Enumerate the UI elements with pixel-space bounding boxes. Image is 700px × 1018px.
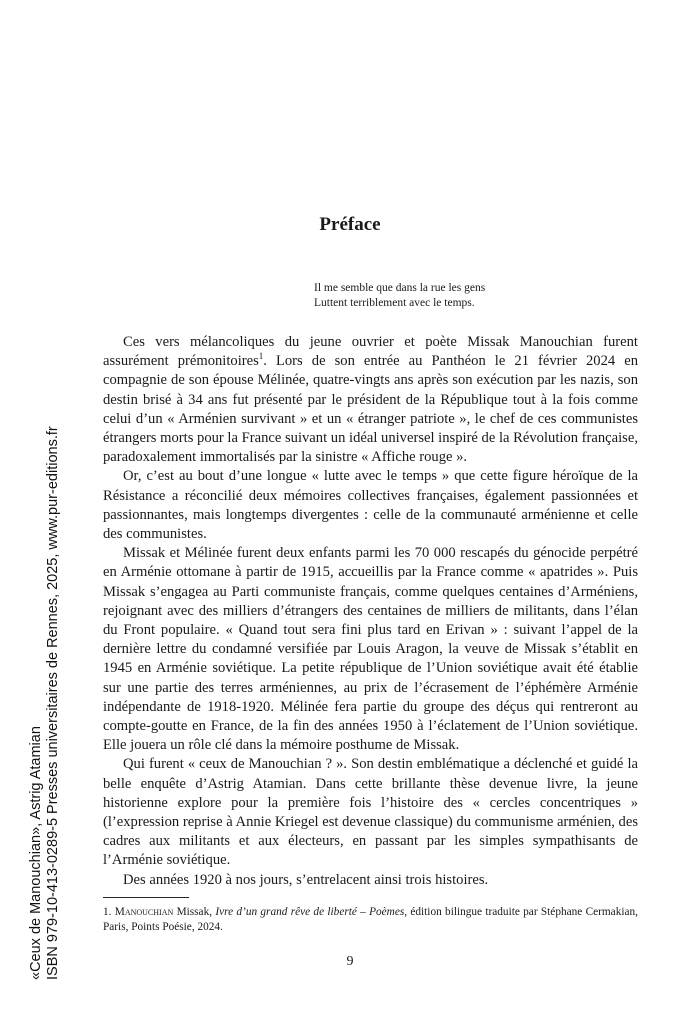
page-number: 9 — [346, 954, 354, 969]
side-note-line-2: ISBN 979-10-413-0289-5 Presses universitaires de Rennes, 2025, www.pur-editions.fr — [45, 426, 61, 980]
footnote — [103, 905, 638, 935]
paragraph-5: Des années 1920 à nos jours, s’entrelacent ainsi trois histoires. — [123, 871, 489, 888]
epigraph-line-2: Luttent terriblement avec le temps. — [314, 297, 475, 309]
epigraph-line-1: Il me semble que dans la rue les gens — [314, 282, 486, 294]
paragraph-2: Or, c’est au bout d’une longue « lutte avec le temps » que cette figure héroïque de la Résistance a réconcilié deux mémoires collectives françaises, également passionnées et passionnantes, mais longtemps divergentes : celle de la communauté arménienne et celle des communistes. — [103, 468, 638, 543]
page-title: Préface — [319, 214, 381, 235]
footnote-book-title: Ivre d’un grand rêve de liberté – Poèmes — [215, 906, 405, 918]
paragraph-4: Qui furent « ceux de Manouchian ? ». Son destin emblématique a déclenché et guidé la belle enquête d’Astrig Atamian. Dans cette brillante thèse devenue livre, la jeune historienne explore pour la première fois l’histoire des « cercles concentriques » (l’expression reprise à Annie Kriegel est devenue classique) du communisme arménien, des cadres aux militants et aux électeurs, en passant par les simples sympathisants de l’Arménie soviétique. — [103, 756, 638, 869]
body-text — [103, 333, 638, 890]
paragraph-1-text-b: . Lors de son entrée au Panthéon le 21 février 2024 en compagnie de son épouse Mélinée, quatre-vingts ans après son exécution par les nazis, son destin brisé à 34 ans fut présenté par le président de la République tout à la fois comme celui d’un « Arménien survivant » et un « étranger patriote », le chef de ces communistes étrangers morts pour la France suivant un idéal universel inspiré de la Révolution française, paradoxalement immortalisés par la sinistre « Affiche rouge ». — [103, 353, 638, 466]
footnote-divider — [103, 897, 189, 898]
paragraph-1-text-a: Ces vers mélancoliques du jeune ouvrier et poète Missak Manouchian furent assurément prémonitoires — [103, 334, 638, 370]
footnote-author: Manouchian — [114, 906, 174, 918]
epigraph — [314, 281, 485, 311]
footnote-number: 1. — [103, 906, 112, 918]
footnote-author-first: Missak, — [173, 906, 216, 918]
side-copyright-note — [28, 160, 62, 980]
side-note-line-1: «Ceux de Manouchian», Astrig Atamian — [28, 726, 44, 980]
paragraph-3: Missak et Mélinée furent deux enfants parmi les 70 000 rescapés du génocide perpétré en Arménie ottomane à partir de 1915, accueillis par la France comme « apatrides ». Puis Missak s’engagea au Parti communiste français, comme quelques centaines d’Arméniens, rejoignant avec des milliers d’étrangers des centaines de milliers de militants, dans l’élan du Front populaire. « Quand tout sera fini plus tard en Erivan » : suivant l’appel de la dernière lettre du condamné versifiée par Louis Aragon, la veuve de Missak s’établit en 1945 en Arménie soviétique. La petite république de l’Union soviétique avait été établie sur une partie des terres arméniennes, au prix de l’écrasement de l’éphémère Arménie indépendante de 1918-1920. Mélinée fera partie du groupe des déçus qui rentreront au compte-goutte en France, de la fin des années 1950 à l’éclatement de l’Union soviétique. Elle jouera un rôle clé dans la mémoire posthume de Missak. — [103, 545, 638, 754]
footnote-rest: , édition bilingue traduite par Stéphane Cermakian, Paris, Points Poésie, 2024. — [103, 906, 638, 933]
footnote-reference[interactable]: 1 — [258, 351, 264, 362]
paragraph-1 — [103, 333, 638, 467]
